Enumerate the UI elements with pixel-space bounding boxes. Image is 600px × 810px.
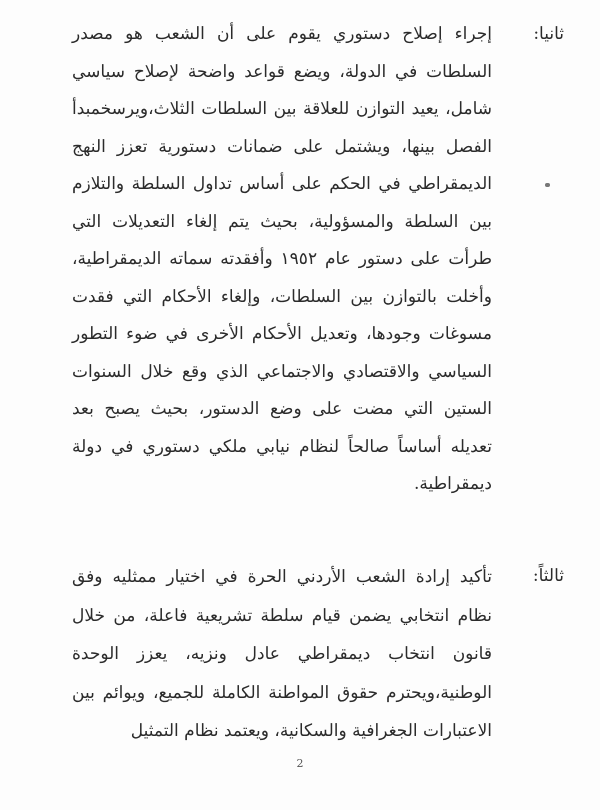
section-paragraph: تأكيد إرادة الشعب الأردني الحرة في اختيار ممثليه وفق نظام انتخابي يضمن قيام سلطة تشريعية فاعلة، من خلال قانون انتخاب ديمقراطي عادل ونزيه، يعزز الوحدة الوطنية،ويحترم حقوق المواطنة الكاملة للجميع، ويوائم بين الاعتبارات الجغرافية والسكانية، ويعتمد نظام التمثيل [72, 567, 492, 741]
scan-speck [545, 183, 550, 187]
section-paragraph: إجراء إصلاح دستوري يقوم على أن الشعب هو مصدر السلطات في الدولة، ويضع قواعد واضحة لإصلاح سياسي شامل، يعيد التوازن للعلاقة بين السلطات الثلاث،ويرسخمبدأ الفصل بينها، ويشتمل على ضمانات دستورية تعزز النهج الديمقراطي في الحكم على أساس تداول السلطة والتلازم بين السلطة والمسؤولية، بحيث يتم إلغاء التعديلات التي طرأت على دستور عام ١٩٥٢ وأفقدته سماته الديمقراطية، وأخلت بالتوازن بين السلطات، وإلغاء الأحكام التي فقدت مسوغات وجودها، وتعديل الأحكام الأخرى في ضوء التطور السياسي والاقتصادي والاجتماعي الذي وقع خلال السنوات الستين التي مضت على وضع الدستور، بحيث يصبح بعد تعديله أساساً صالحاً لنظام نيابي ملكي دستوري في دولة ديمقراطية. [72, 24, 492, 494]
section-marker: ثالثاً: [532, 566, 564, 586]
page-number: 2 [296, 757, 304, 770]
section-marker: ثانيا: [533, 24, 564, 44]
